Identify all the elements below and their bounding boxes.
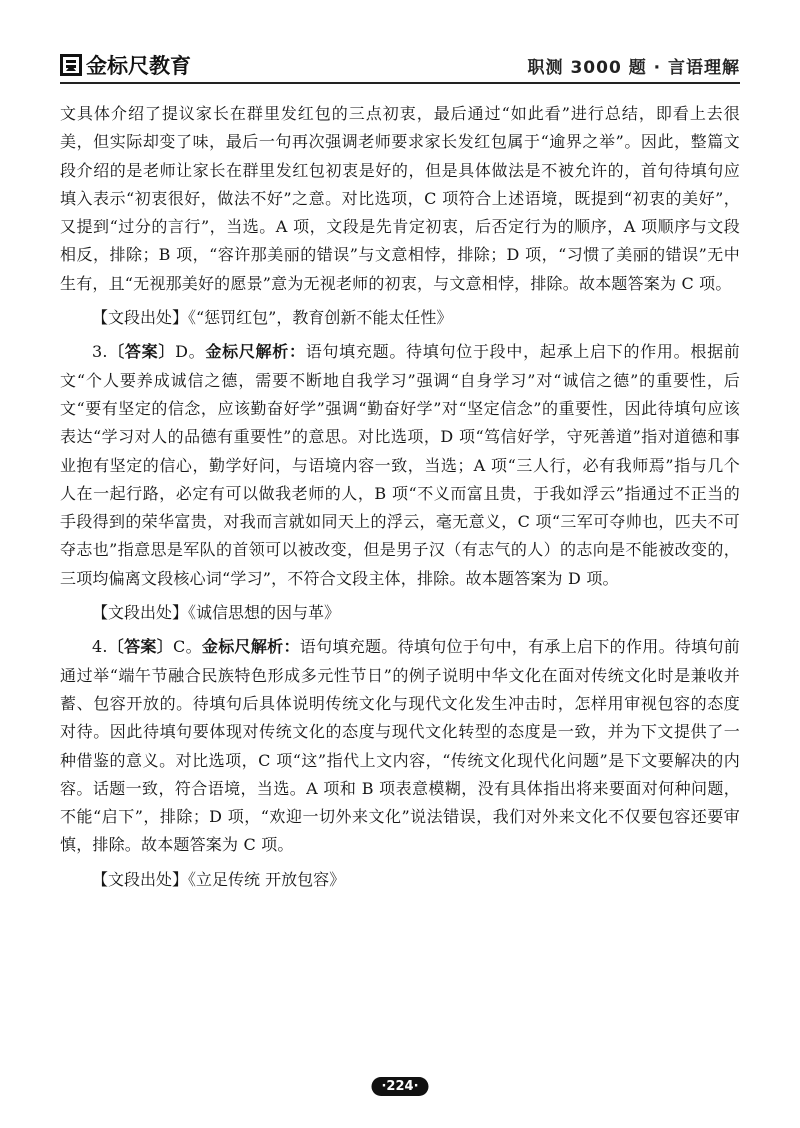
question-number: 4. bbox=[92, 637, 108, 657]
analysis-text: 语句填充题。待填句位于段中，起承上启下的作用。根据前文“个人要养成诚信之德，需要不断地自我学习”强调“自身学习”对“诚信之德”的重要性，后文“要有坚定的信念，应该勤奋好学”强调“勤奋好学”对“坚定信念”的重要性，因此待填句应该表达“学习对人的品德有重要性”的意思。对比选项，D 项“笃信好学，守死善道”指对道德和事业抱有坚定的信心，勤学好问，与语境内容一致，当选；A 项“三人行，必有我师焉”指与几个人在一起行路，必定有可以做我老师的人，B 项“不义而富且贵，于我如浮云”指通过不正当的手段得到的荣华富贵，对我而言就如同天上的浮云，毫无意义，C 项“三军可夺帅也，匹夫不可夺志也”指意思是军队的首领可以被改变，但是男子汉（有志气的人）的志向是不能被改变的，三项均偏离文段核心词“学习”，不符合文段主体，排除。故本题答案为 D 项。 bbox=[60, 342, 740, 588]
answer-label: 〔答案〕 bbox=[107, 342, 176, 362]
analysis-label: 金标尺解析： bbox=[205, 342, 306, 362]
page-header bbox=[60, 40, 740, 84]
publisher-logo bbox=[60, 50, 191, 80]
intro-paragraph: 文具体介绍了提议家长在群里发红包的三点初衷，最后通过“如此看”进行总结，即看上去很美，但实际却变了味，最后一句再次强调老师要求家长发红包属于“逾界之举”。因此，整篇文段介绍的是老师让家长在群里发红包初衷是好的，但是具体做法是不被允许的，首句待填句应填入表示“初衷很好，做法不好”之意。对比选项，C 项符合上述语境，既提到“初衷的美好”，又提到“过分的言行”，当选。A 项，文段是先肯定初衷，后否定行为的顺序，A 项顺序与文段相反，排除；B 项，“容许那美丽的错误”与文意相悖，排除；D 项，“习惯了美丽的错误”无中生有，且“无视那美好的愿景”意为无视老师的初衷，与文意相悖，排除。故本题答案为 C 项。 bbox=[60, 104, 740, 293]
source-citation: 【文段出处】《“惩罚红包”，教育创新不能太任性》 bbox=[92, 308, 453, 328]
analysis-text: 语句填充题。待填句位于句中，有承上启下的作用。待填句前通过举“端午节融合民族特色形成多元性节日”的例子说明中华文化在面对传统文化时是兼收并蓄、包容开放的。待填句后具体说明传统文化与现代文化发生冲击时，怎样用审视包容的态度对待。因此待填句要体现对传统文化的态度与现代文化转型的态度是一致，并为下文提供了一种借鉴的意义。对比选项，C 项“这”指代上文内容，“传统文化现代化问题”是下文要解决的内容。话题一致，符合语境，当选。A 项和 B 项表意模糊，没有具体指出将来要面对何种问题，不能“启下”，排除；D 项，“欢迎一切外来文化”说法错误，我们对外来文化不仅要包容还要审慎，排除。故本题答案为 C 项。 bbox=[60, 637, 740, 855]
answer-label: 〔答案〕 bbox=[107, 637, 174, 657]
answer-value: C。 bbox=[173, 637, 202, 657]
question-number: 3. bbox=[92, 342, 108, 362]
logo-text: 金标尺教育 bbox=[86, 54, 191, 78]
header-divider bbox=[60, 82, 740, 84]
question-4-explanation bbox=[60, 633, 740, 859]
analysis-label: 金标尺解析： bbox=[201, 637, 300, 657]
source-citation: 【文段出处】《立足传统 开放包容》 bbox=[92, 869, 346, 889]
page-number: ·224· bbox=[371, 1077, 428, 1096]
source-citation: 【文段出处】《诚信思想的因与革》 bbox=[92, 603, 341, 623]
book-title: 职测 3000 题 · 言语理解 bbox=[527, 58, 740, 78]
answer-value: D。 bbox=[175, 342, 206, 362]
page-body bbox=[60, 100, 740, 894]
question-3-explanation bbox=[60, 338, 740, 593]
logo-mark-icon bbox=[60, 54, 82, 76]
